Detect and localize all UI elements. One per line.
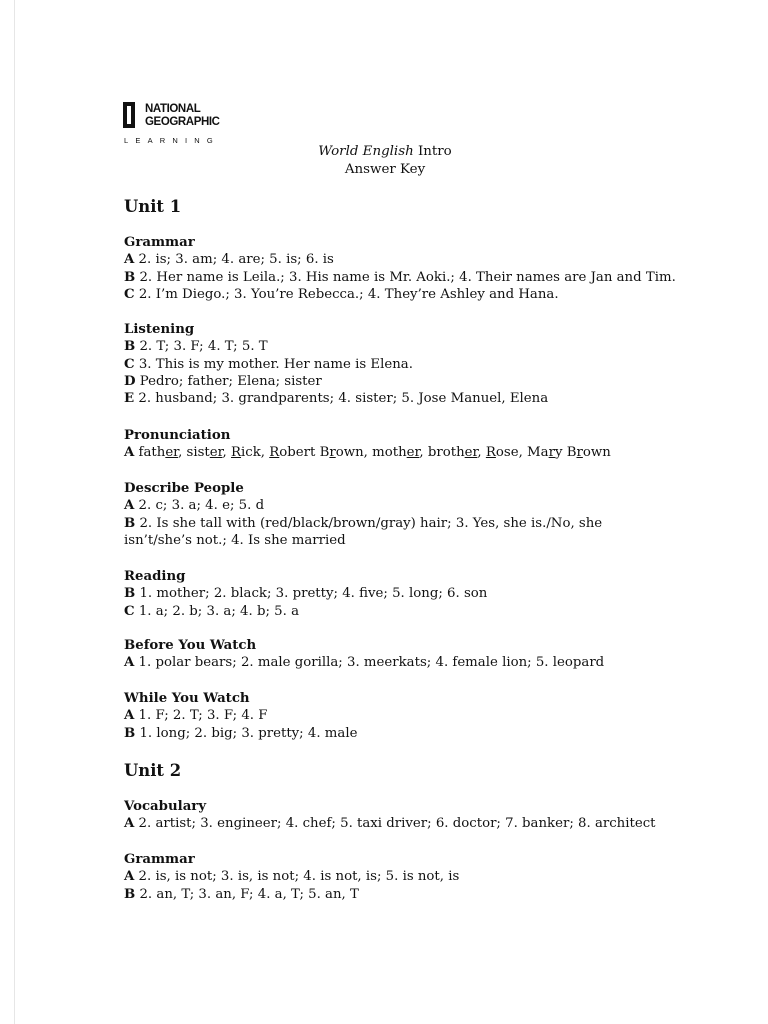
logo-line2: GEOGRAPHIC xyxy=(145,116,220,128)
section-describe-people xyxy=(124,480,654,549)
section-grammar xyxy=(124,234,676,303)
answer-line: B 2. Her name is Leila.; 3. His name is Mr. Aoki.; 4. Their names are Jan and Tim. xyxy=(124,269,676,285)
section-title: Grammar xyxy=(124,852,195,867)
section-title: Reading xyxy=(124,569,186,584)
unit-heading: Unit 2 xyxy=(124,761,182,780)
title-rest: Intro xyxy=(413,144,452,159)
section-title: Before You Watch xyxy=(124,638,257,653)
section-title: Listening xyxy=(124,322,195,337)
document-title xyxy=(270,143,500,179)
section-before-you-watch xyxy=(124,637,654,672)
answer-line: A 2. is, is not; 3. is, is not; 4. is not, is; 5. is not, is xyxy=(124,869,460,885)
section-title: Pronunciation xyxy=(124,428,231,443)
answer-line: C 3. This is my mother. Her name is Elena. xyxy=(124,356,413,372)
logo-line1: NATIONAL xyxy=(145,103,201,115)
answer-line: A 1. polar bears; 2. male gorilla; 3. meerkats; 4. female lion; 5. leopard xyxy=(124,655,605,671)
title-italic: World English xyxy=(318,144,414,159)
title-line xyxy=(270,143,500,161)
section-while-you-watch xyxy=(124,690,654,742)
section-title: Vocabulary xyxy=(124,799,207,814)
answer-line: A 2. c; 3. a; 4. e; 5. d xyxy=(124,498,265,514)
answer-line: B 2. Is she tall with (red/black/brown/gray) hair; 3. Yes, she is./No, she isn’t/she’s not.; 4. Is she married xyxy=(124,515,603,548)
section-listening xyxy=(124,321,654,407)
unit-heading: Unit 1 xyxy=(124,197,182,216)
section-grammar xyxy=(124,851,654,903)
section-reading xyxy=(124,568,654,620)
answer-line-underlined: A father, sister, Rick, Robert Brown, mother, brother, Rose, Mary Brown xyxy=(124,445,611,461)
answer-line: A 1. F; 2. T; 3. F; 4. F xyxy=(124,708,268,724)
section-title: While You Watch xyxy=(124,691,250,706)
answer-line: D Pedro; father; Elena; sister xyxy=(124,373,322,389)
page-edge-shadow xyxy=(14,0,15,1024)
section-title: Grammar xyxy=(124,235,195,250)
answer-line: B 1. mother; 2. black; 3. pretty; 4. five; 5. long; 6. son xyxy=(124,586,488,602)
answer-line: C 2. I’m Diego.; 3. You’re Rebecca.; 4. They’re Ashley and Hana. xyxy=(124,286,559,302)
answer-line: B 1. long; 2. big; 3. pretty; 4. male xyxy=(124,725,358,741)
answer-line: C 1. a; 2. b; 3. a; 4. b; 5. a xyxy=(124,603,300,619)
logo-subtitle: LEARNING xyxy=(124,136,220,145)
answer-line: A 2. artist; 3. engineer; 4. chef; 5. taxi driver; 6. doctor; 7. banker; 8. architect xyxy=(124,816,656,832)
national-geographic-logo xyxy=(123,102,233,146)
section-vocabulary xyxy=(124,798,654,833)
answer-line: A 2. is; 3. am; 4. are; 5. is; 6. is xyxy=(124,252,334,268)
answer-line: E 2. husband; 3. grandparents; 4. sister; 5. Jose Manuel, Elena xyxy=(124,391,549,407)
logo-wordmark xyxy=(145,103,220,129)
title-subtitle: Answer Key xyxy=(344,162,426,177)
answer-line: B 2. T; 3. F; 4. T; 5. T xyxy=(124,339,268,355)
section-pronunciation xyxy=(124,427,654,462)
yellow-border-icon xyxy=(123,102,135,128)
section-title: Describe People xyxy=(124,481,244,496)
answer-line: B 2. an, T; 3. an, F; 4. a, T; 5. an, T xyxy=(124,886,359,902)
